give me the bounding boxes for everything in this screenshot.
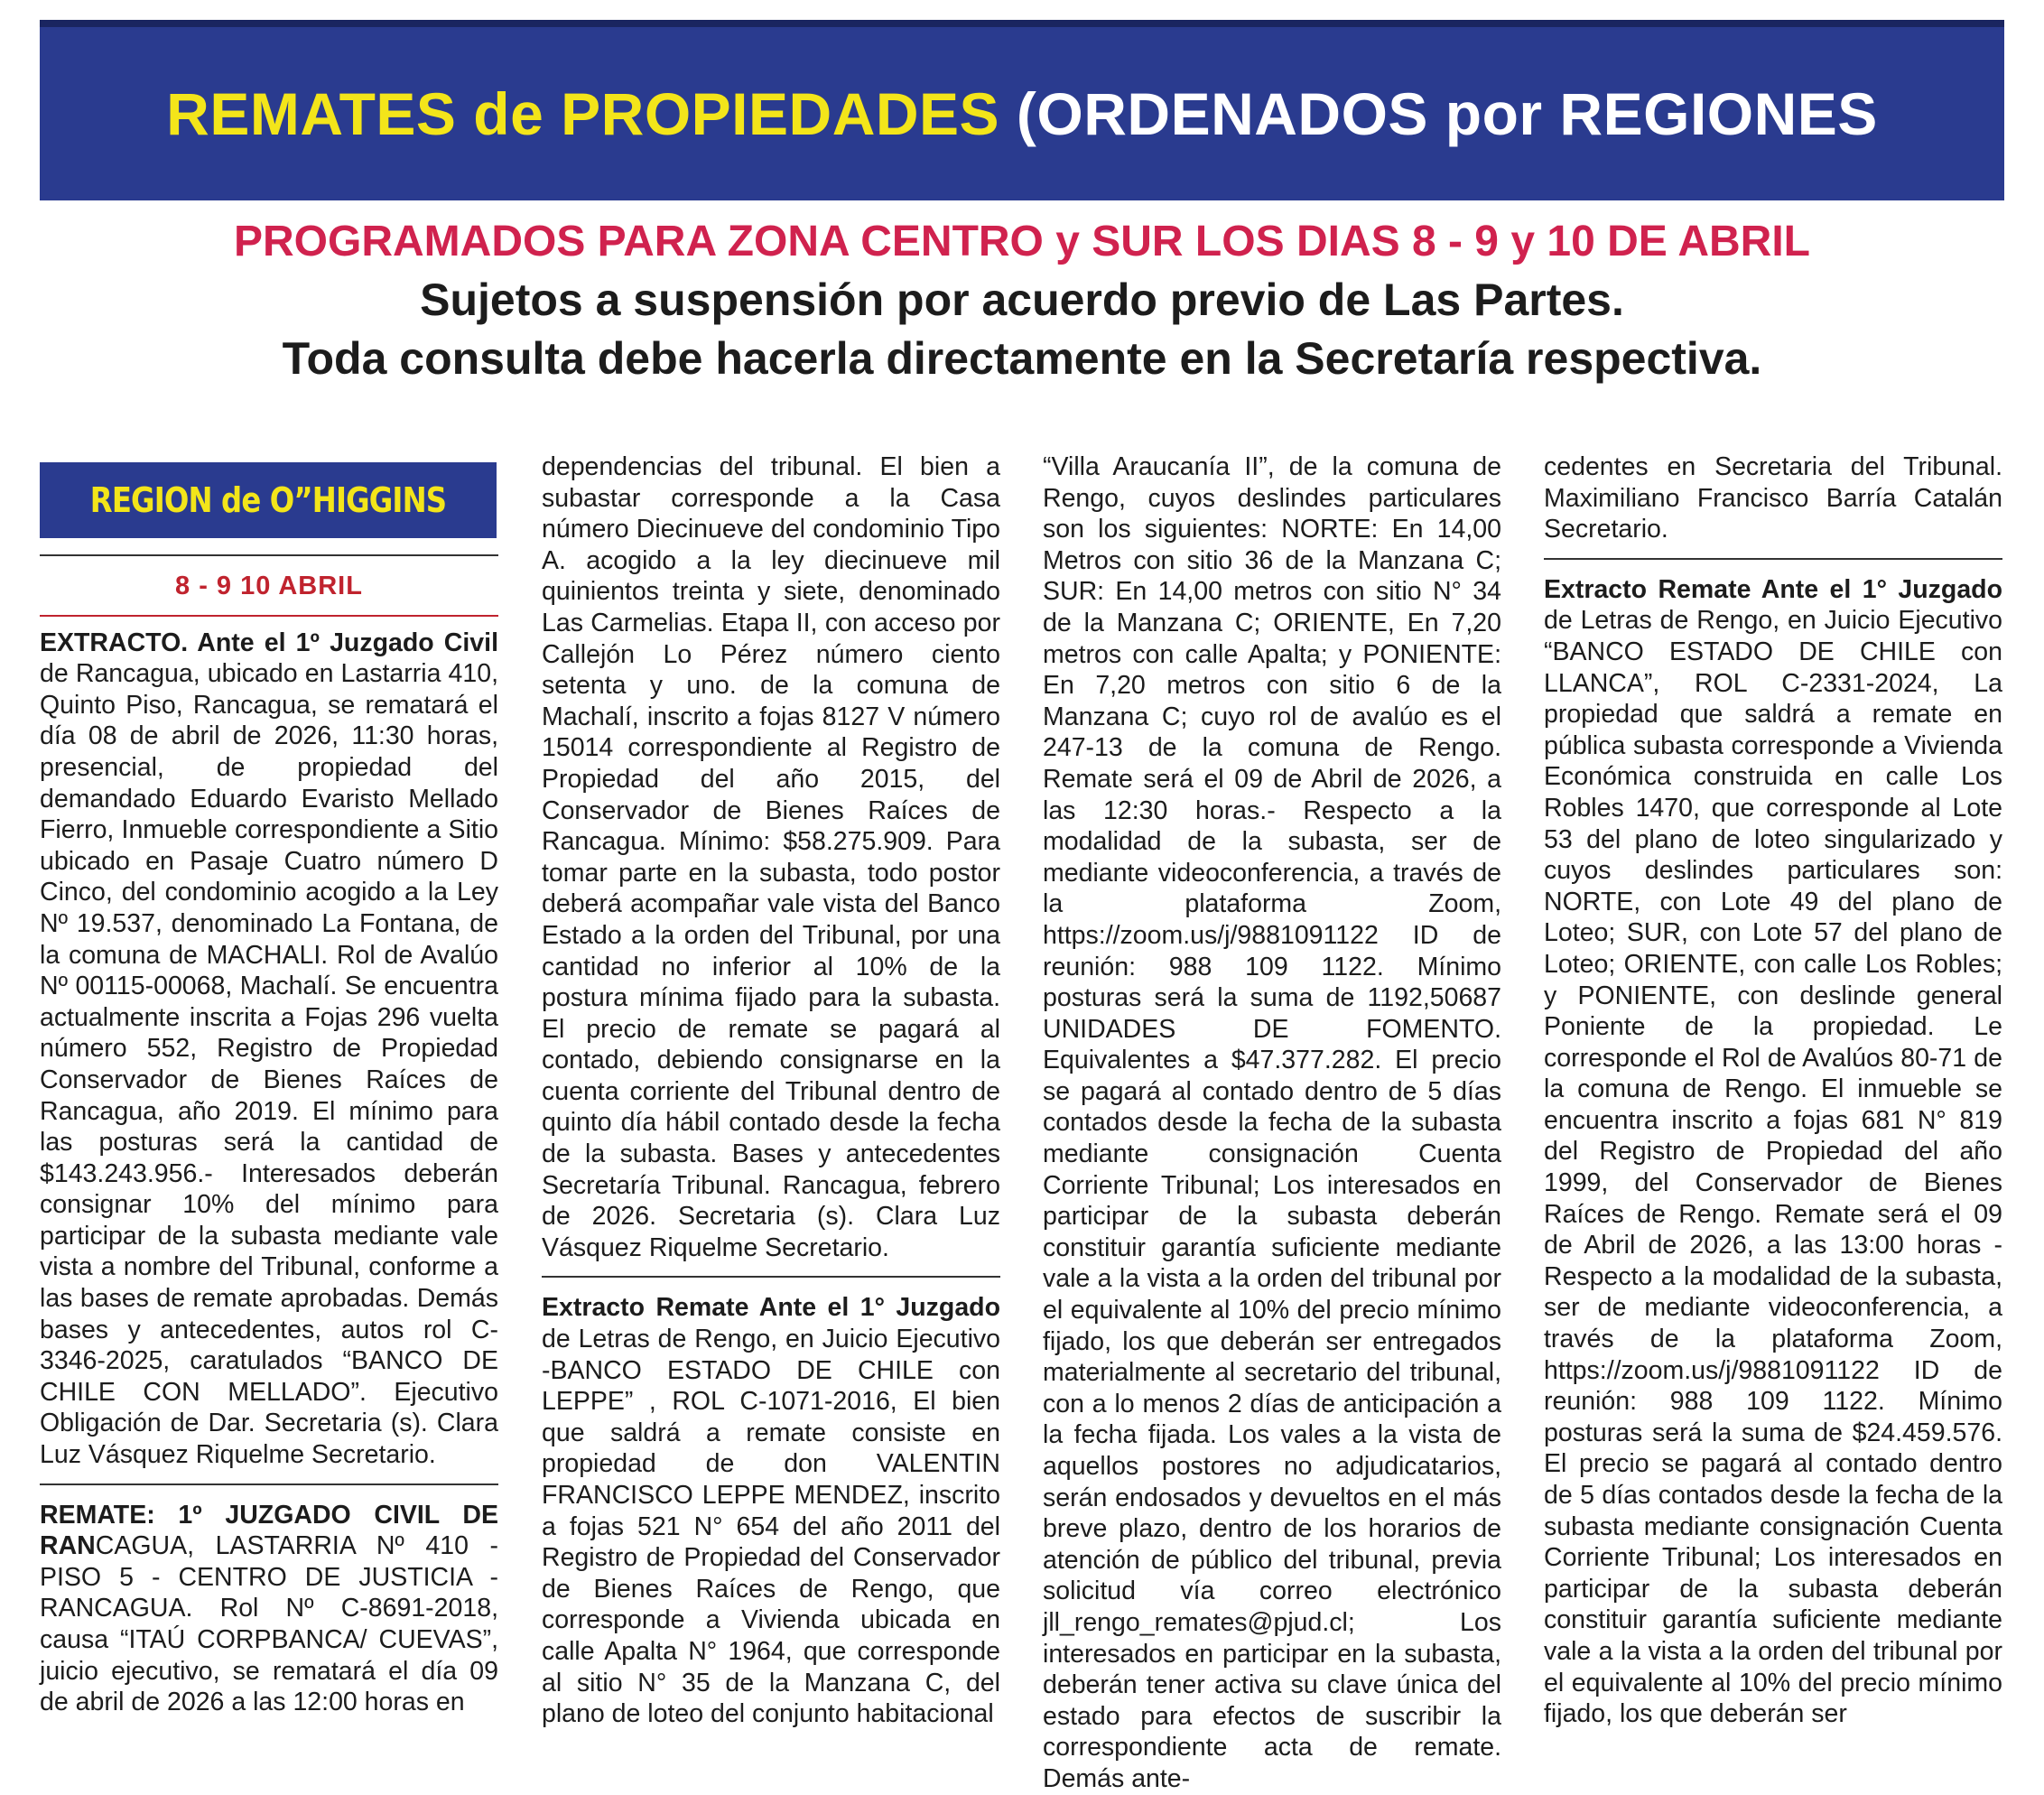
region-name: REGION de O”HIGGINS bbox=[89, 479, 447, 520]
region-header bbox=[40, 462, 497, 538]
divider bbox=[40, 554, 498, 556]
divider-red bbox=[40, 615, 498, 617]
subtitle-dates: PROGRAMADOS PARA ZONA CENTRO y SUR LOS DIAS 8 - 9 y 10 DE ABRIL bbox=[234, 218, 1810, 265]
notice-2-body: CAGUA, LASTARRIA Nº 410 - PISO 5 - CENTRO DE JUSTICIA -RANCAGUA. Rol Nº C-8691-2018, causa “ITAÚ CORPBANCA/ CUEVAS”, juicio ejecutivo, se rematará el día 09 de abril de 2026 a las 12:00 horas en bbox=[40, 1531, 498, 1717]
column-1 bbox=[40, 462, 498, 1772]
notice-3-end: cedentes en Secretaria del Tribunal. Maximiliano Francisco Barría Catalán Secretario. bbox=[1544, 452, 2002, 544]
region-dates: 8 - 9 10 ABRIL bbox=[175, 572, 363, 600]
divider bbox=[542, 1276, 1000, 1278]
divider bbox=[40, 1483, 498, 1485]
divider bbox=[1544, 558, 2002, 560]
notice-4-body: de Letras de Rengo, en Juicio Ejecutivo “BANCO ESTADO DE CHILE con LLANCA”, ROL C-2331-2024, La propiedad que saldrá a remate en pública subasta corresponde a Vivienda Económica construida en calle Los Robles 1470, que corresponde al Lote 53 del plano de loteo singularizado y cuyos deslindes particulares son: NORTE, con Lote 49 del plano de Loteo; SUR, con Lote 57 del plano de Loteo; ORIENTE, con calle Los Robles; y PONIENTE, con deslinde general Poniente de la propiedad. Le corresponde el Rol de Avalúos 80-71 de la comuna de Rengo. El inmueble se encuentra inscrito a fojas 681 N° 819 del Registro de Propiedad del año 1999, del Conservador de Bienes Raíces de Rengo. Remate será el 09 de Abril de 2026, a las 13:00 horas - Respecto a la modalidad de la subasta, ser de mediante videoconferencia, a través de la plataforma Zoom, https://zoom.us/j/9881091122 ID de reunión: 988 109 1122. Mínimo posturas será la suma de $24.459.576. El precio se pagará al contado dentro de 5 días contados desde la fecha de la subasta mediante consignación Cuenta Corriente Tribunal; Los interesados en participar de la subasta deberán constituir garantía suficiente mediante vale a la vista a la orden del tribunal por el equivalente al 10% del precio mínimo fijado, los que deberán ser bbox=[1544, 606, 2002, 1729]
column-2 bbox=[542, 451, 1000, 1761]
notice-4 bbox=[1544, 574, 2002, 1730]
notice-1 bbox=[40, 628, 498, 1471]
notice-3 bbox=[542, 1292, 1000, 1729]
notice-1-body: de Rancagua, ubicado en Lastarria 410, Quinto Piso, Rancagua, se rematará el día 08 de abril de 2026, 11:30 horas, presencial, de propiedad del demandado Eduardo Evaristo Mellado Fierro, Inmueble correspondiente a Sitio ubicado en Pasaje Cuatro número D Cinco, del condominio acogido a la Ley Nº 19.537, denominado La Fontana, de la comuna de MACHALI. Rol de Avalúo Nº 00115-00068, Machalí. Se encuentra actualmente inscrita a Fojas 296 vuelta número 552, Registro de Propiedad Conservador de Bienes Raíces de Rancagua, año 2019. El mínimo para las posturas será la cantidad de $143.243.956.- Interesados deberán consignar 10% del mínimo para participar de la subasta mediante vale vista a nombre del Tribunal, conforme a las bases de remate aprobadas. Demás bases y antecedentes, autos rol C-3346-2025, caratulados “BANCO DE CHILE CON MELLADO”. Ejecutivo Obligación de Dar. Secretaria (s). Clara Luz Vásquez Riquelme Secretario. bbox=[40, 659, 498, 1470]
subtitle-notice-1: Sujetos a suspensión por acuerdo previo de Las Partes. bbox=[420, 274, 1624, 325]
column-4 bbox=[1544, 451, 2002, 1761]
notice-2-continued: dependencias del tribunal. El bien a subastar corresponde a la Casa número Diecinueve del condominio Tipo A. acogido a la ley diecinueve mil quinientos treinta y siete, denominado Las Carmelias. Etapa II, con acceso por Callejón Lo Pérez número ciento setenta y uno. de la comuna de Machalí, inscrito a fojas 8127 V número 15014 correspondiente al Registro de Propiedad del año 2015, del Conservador de Bienes Raíces de Rancagua. Mínimo: $58.275.909. Para tomar parte en la subasta, todo postor deberá acompañar vale vista del Banco Estado a la orden del Tribunal, por una cantidad no inferior al 10% de la postura mínima fijado para la subasta. El precio de remate se pagará al contado, debiendo consignarse en la cuenta corriente del Tribunal dentro de quinto día hábil contado desde la fecha de la subasta. Bases y antecedentes Secretaría Tribunal. Rancagua, febrero de 2026. Secretaria (s). Clara Luz Vásquez Riquelme Secretario. bbox=[542, 452, 1000, 1262]
notice-1-lead: EXTRACTO. Ante el 1º Juzgado Civil bbox=[40, 628, 498, 657]
notice-2-lead: REMATE: 1º JUZGADO CIVIL DE RAN bbox=[40, 1500, 498, 1561]
notice-3-lead: Extracto Remate Ante el 1° Juzgado bbox=[542, 1293, 1000, 1323]
header-banner bbox=[40, 20, 2004, 200]
notice-3-continued: “Villa Araucanía II”, de la comuna de Rengo, cuyos deslindes particulares son los siguientes: NORTE: En 14,00 Metros con sitio 36 de la Manzana C; SUR: En 14,00 metros con sitio N° 34 de la Manzana C; ORIENTE, En 7,20 metros con calle Apalta; y PONIENTE: En 7,20 metros con sitio 6 de la Manzana C; cuyo rol de avalúo es el 247-13 de la comuna de Rengo. Remate será el 09 de Abril de 2026, a las 12:30 horas.- Respecto a la modalidad de la subasta, ser de mediante videoconferencia, a través de la plataforma Zoom, https://zoom.us/j/9881091122 ID de reunión: 988 109 1122. Mínimo posturas será la suma de 1192,50687 UNIDADES DE FOMENTO. Equivalentes a $47.377.282. El precio se pagará al contado dentro de 5 días contados desde la fecha de la subasta mediante consignación Cuenta Corriente Tribunal; Los interesados en participar de la subasta deberán constituir garantía suficiente mediante vale a la vista a la orden del tribunal por el equivalente al 10% del precio mínimo fijado, los que deberán ser entregados materialmente al secretario del tribunal, con a lo menos 2 días de anticipación a la fecha fijada. Los vales a la vista de aquellos postores no adjudicatarios, serán endosados y devueltos en el más breve plazo, dentro de los horarios de atención de público del tribunal, previa solicitud vía correo electrónico jll_rengo_remates@pjud.cl; Los interesados en participar en la subasta, deberán tener activa su clave única del estado para efectos de suscribir la correspondiente acta de remate. Demás ante- bbox=[1043, 452, 1501, 1793]
title-white: (ORDENADOS por REGIONES bbox=[1016, 80, 1878, 147]
notice-4-lead: Extracto Remate Ante el 1° Juzgado bbox=[1544, 574, 2002, 604]
column-3 bbox=[1043, 451, 1501, 1793]
title-yellow: REMATES de PROPIEDADES bbox=[166, 80, 1000, 147]
notice-2 bbox=[40, 1500, 498, 1718]
subtitle-notice-2: Toda consulta debe hacerla directamente en la Secretaría respectiva. bbox=[282, 333, 1762, 384]
page-title bbox=[166, 79, 1878, 148]
notice-3-body: de Letras de Rengo, en Juicio Ejecutivo -BANCO ESTADO DE CHILE con LEPPE” , ROL C-1071-2016, El bien que saldrá a remate consiste en propiedad de don VALENTIN FRANCISCO LEPPE MENDEZ, inscrito a fojas 521 N° 654 del año 2011 del Registro de Propiedad del Conservador de Bienes Raíces de Rengo, que corresponde a Vivienda ubicada en calle Apalta N° 1964, que corresponde al sitio N° 35 de la Manzana C, del plano de loteo del conjunto habitacional bbox=[542, 1325, 1000, 1729]
